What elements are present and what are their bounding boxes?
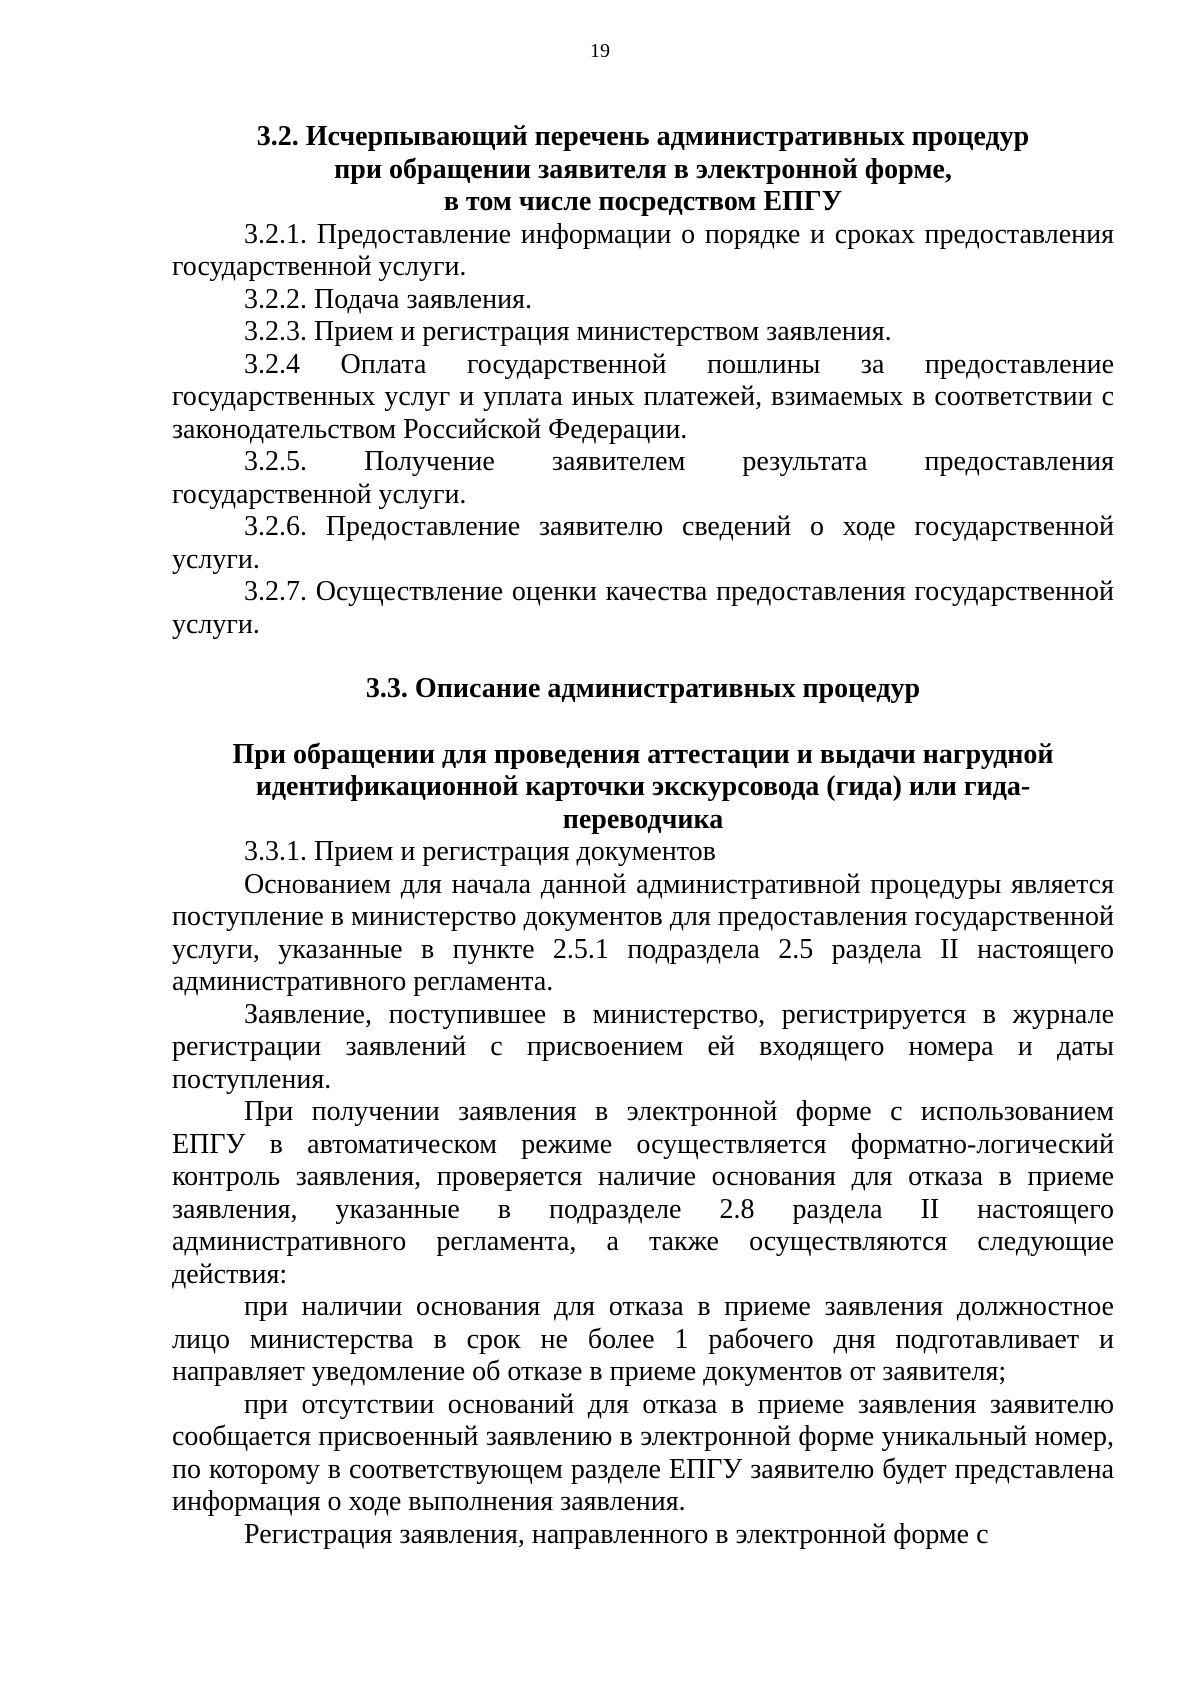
list-item-3-2-6: 3.2.6. Предоставление заявителю сведений о ходе государственной услуги. [172, 511, 1114, 575]
subheading-line: идентификационной карточки экскурсовода (гида) или гида- [255, 771, 1031, 802]
list-item-3-2-3: 3.2.3. Прием и регистрация министерством заявления. [244, 316, 892, 347]
section-3-2-heading [172, 121, 1114, 219]
heading-line: в том числе посредством ЕПГУ [443, 186, 843, 217]
list-item-3-2-4: 3.2.4 Оплата государственной пошлины за предоставление государственных услуг и уплата иных платежей, взимаемых в соответствии с законодательством Российской Федерации. [172, 348, 1114, 445]
paragraph-registration: Заявление, поступившее в министерство, регистрируется в журнале регистрации заявлений с присвоением ей входящего номера и даты поступления. [172, 998, 1114, 1095]
section-3-3-subheading [172, 739, 1114, 837]
list-item-3-2-5: 3.2.5. Получение заявителем результата предоставления государственной услуги. [172, 446, 1114, 510]
subheading-line: переводчика [562, 803, 724, 835]
paragraph-registration-electronic: Регистрация заявления, направленного в электронной форме с [244, 1518, 989, 1550]
subheading-line: При обращении для проведения аттестации и выдачи нагрудной [232, 738, 1054, 770]
list-item-3-2-1: 3.2.1. Предоставление информации о порядке и сроках предоставления государственной услуги. [172, 218, 1114, 282]
paragraph-refusal: при наличии основания для отказа в приеме заявления должностное лицо министерства в срок не более 1 рабочего дня подготавливает и направляет уведомление об отказе в приеме документов от заявителя; [172, 1291, 1114, 1387]
heading-line: при обращении заявителя в электронной форме, [334, 153, 952, 185]
paragraph-unique-number: при отсутствии оснований для отказа в приеме заявления заявителю сообщается присвоенный заявлению в электронной форме уникальный номер, по которому в соответствующем разделе ЕПГУ заявителю будет представлена информация о ходе выполнения заявления. [172, 1388, 1114, 1517]
paragraph-electronic-receipt: При получении заявления в электронной форме с использованием ЕПГУ в автоматическом режиме осуществляется форматно-логический контроль заявления, проверяется наличие основания для отказа в приеме заявления, указанные в подразделе 2.8 раздела II настоящего административного регламента, а также осуществляются следующие действия: [172, 1096, 1114, 1290]
heading-line: 3.2. Исчерпывающий перечень административных процедур [256, 121, 1030, 152]
page-number: 19 [590, 40, 610, 62]
paragraph-basis: Основанием для начала данной административной процедуры является поступление в министерство документов для предоставления государственной услуги, указанные в пункте 2.5.1 подраздела 2.5 раздела II настоящего административного регламента. [172, 868, 1114, 997]
paragraph-3-3-1-title: 3.3.1. Прием и регистрация документов [244, 836, 716, 867]
section-3-3-heading: 3.3. Описание административных процедур [365, 673, 921, 704]
document-body [172, 121, 1114, 1551]
list-item-3-2-7: 3.2.7. Осуществление оценки качества предоставления государственной услуги. [172, 576, 1114, 640]
list-item-3-2-2: 3.2.2. Подача заявления. [244, 283, 532, 315]
